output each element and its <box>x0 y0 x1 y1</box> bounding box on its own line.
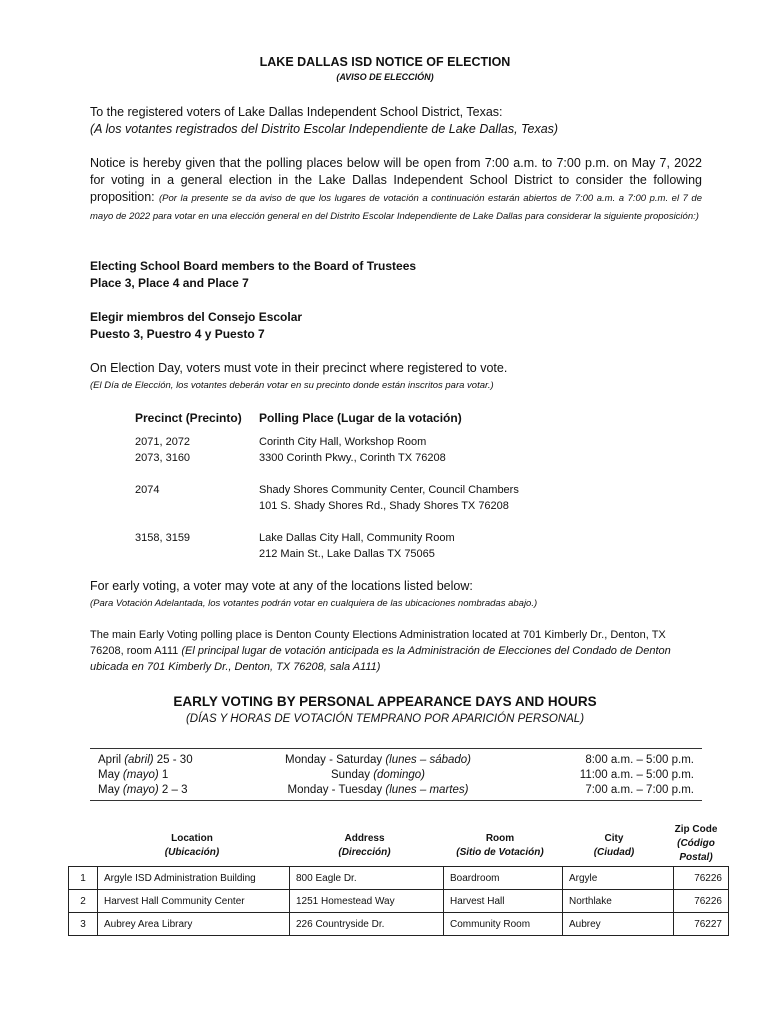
election-day-en: On Election Day, voters must vote in their precinct where registered to vote. <box>90 361 508 375</box>
location-city: Argyle <box>563 867 674 890</box>
zip-col-header: Zip Code (Código Postal) <box>674 824 718 863</box>
early-voting-intro <box>90 578 702 612</box>
location-room: Community Room <box>444 913 563 936</box>
proposition-en-line2: Place 3, Place 4 and Place 7 <box>90 276 249 290</box>
location-col-header: Location (Ubicación) <box>164 833 220 858</box>
early-voting-hours: 7:00 a.m. – 7:00 p.m. <box>585 784 694 796</box>
early-voting-hours: 8:00 a.m. – 5:00 p.m. <box>585 754 694 766</box>
proposition-es-line1: Elegir miembros del Consejo Escolar <box>90 310 303 324</box>
location-zip: 76226 <box>674 890 729 913</box>
proposition-en <box>90 258 702 292</box>
main-location-en: The main Early Voting polling place is Denton County Elections Administration located at 701 Kimberly Dr., Denton, TX 76208, room A111 <box>90 629 666 657</box>
notice-text-es: (Por la presente se da aviso de que los lugares de votación a continuación estarán abiertos de 7:00 a.m. a 7:00 p.m. el 7 de mayo de 2022 para votar en una elección general en del Distrito Escolar Independiente de Lake Dallas para considerar la siguiente proposición:) <box>90 193 702 222</box>
location-room: Harvest Hall <box>444 890 563 913</box>
location-city: Aubrey <box>563 913 674 936</box>
precinct-number: 2073, 3160 <box>135 452 191 464</box>
page-title: LAKE DALLAS ISD NOTICE OF ELECTION <box>259 55 511 69</box>
election-day-paragraph <box>90 360 702 394</box>
location-name: Argyle ISD Administration Building <box>98 867 290 890</box>
precinct-number: 2071, 2072 <box>135 436 191 448</box>
polling-place-address: 212 Main St., Lake Dallas TX 75065 <box>259 548 435 560</box>
intro-paragraph <box>90 104 702 138</box>
divider <box>90 748 702 749</box>
location-address: 226 Countryside Dr. <box>290 913 444 936</box>
divider <box>90 800 702 801</box>
location-address: 800 Eagle Dr. <box>290 867 444 890</box>
early-voting-subtitle: (DÍAS Y HORAS DE VOTACIÓN TEMPRANO POR APARICIÓN PERSONAL) <box>185 713 585 725</box>
row-number: 3 <box>69 913 98 936</box>
table-row <box>69 867 729 890</box>
polling-place-name: Lake Dallas City Hall, Community Room <box>259 532 455 544</box>
early-voting-dates: May (mayo) 2 – 3 <box>98 784 188 796</box>
location-name: Harvest Hall Community Center <box>98 890 290 913</box>
location-room: Boardroom <box>444 867 563 890</box>
election-day-es: (El Día de Elección, los votantes deberán votar en su precinto donde están inscritos para votar.) <box>90 380 494 391</box>
city-col-header: City (Ciudad) <box>593 833 635 858</box>
early-voting-intro-en: For early voting, a voter may vote at any of the locations listed below: <box>90 579 473 593</box>
intro-line-es: (A los votantes registrados del Distrito Escolar Independiente de Lake Dallas, Texas) <box>90 122 559 136</box>
early-voting-days: Monday - Tuesday (lunes – martes) <box>287 784 469 796</box>
notice-paragraph <box>90 155 702 225</box>
notice-text-en: Notice is hereby given that the polling places below will be open from 7:00 a.m. to 7:00 p.m. on May 7, 2022 for voting in a general election in the Lake Dallas Independent School District to consider the following proposition: <box>90 156 702 204</box>
early-voting-row <box>98 784 694 799</box>
room-col-header: Room (Sitio de Votación) <box>456 833 544 858</box>
location-name: Aubrey Area Library <box>98 913 290 936</box>
early-voting-hours: 11:00 a.m. – 5:00 p.m. <box>579 769 694 781</box>
main-location-paragraph <box>90 627 702 675</box>
main-location-es: (El principal lugar de votación anticipada es la Administración de Elecciones del Condado de Denton ubicada en 701 Kimberly Dr., Denton, TX 76208, sala A111) <box>90 645 671 673</box>
row-number: 1 <box>69 867 98 890</box>
precinct-number: 2074 <box>135 484 160 496</box>
precinct-number: 3158, 3159 <box>135 532 191 544</box>
early-voting-row <box>98 769 694 784</box>
polling-place-address: 101 S. Shady Shores Rd., Shady Shores TX 76208 <box>259 500 509 512</box>
location-zip: 76226 <box>674 867 729 890</box>
early-voting-dates: May (mayo) 1 <box>98 769 169 781</box>
location-address: 1251 Homestead Way <box>290 890 444 913</box>
proposition-en-line1: Electing School Board members to the Board of Trustees <box>90 259 417 273</box>
proposition-es-line2: Puesto 3, Puestro 4 y Puesto 7 <box>90 327 265 341</box>
table-row <box>69 913 729 936</box>
early-voting-intro-es: (Para Votación Adelantada, los votantes podrán votar en cualquiera de las ubicaciones nombradas abajo.) <box>90 598 538 609</box>
proposition-es <box>90 309 702 343</box>
polling-place-col-header: Polling Place (Lugar de la votación) <box>259 411 462 425</box>
precinct-col-header: Precinct (Precinto) <box>135 411 242 425</box>
early-voting-row <box>98 754 694 769</box>
early-voting-dates: April (abril) 25 - 30 <box>98 754 193 766</box>
intro-line-en: To the registered voters of Lake Dallas Independent School District, Texas: <box>90 105 503 119</box>
polling-place-address: 3300 Corinth Pkwy., Corinth TX 76208 <box>259 452 446 464</box>
address-col-header: Address (Dirección) <box>338 833 391 858</box>
row-number: 2 <box>69 890 98 913</box>
early-voting-days: Monday - Saturday (lunes – sábado) <box>284 754 472 766</box>
location-zip: 76227 <box>674 913 729 936</box>
page-subtitle: (AVISO DE ELECCIÓN) <box>336 72 434 82</box>
early-voting-locations-table <box>68 866 729 936</box>
location-city: Northlake <box>563 890 674 913</box>
table-row <box>69 890 729 913</box>
early-voting-days: Sunday (domingo) <box>331 769 425 781</box>
polling-place-name: Corinth City Hall, Workshop Room <box>259 436 427 448</box>
early-voting-title: EARLY VOTING BY PERSONAL APPEARANCE DAYS AND HOURS <box>173 694 597 709</box>
polling-place-name: Shady Shores Community Center, Council Chambers <box>259 484 519 496</box>
